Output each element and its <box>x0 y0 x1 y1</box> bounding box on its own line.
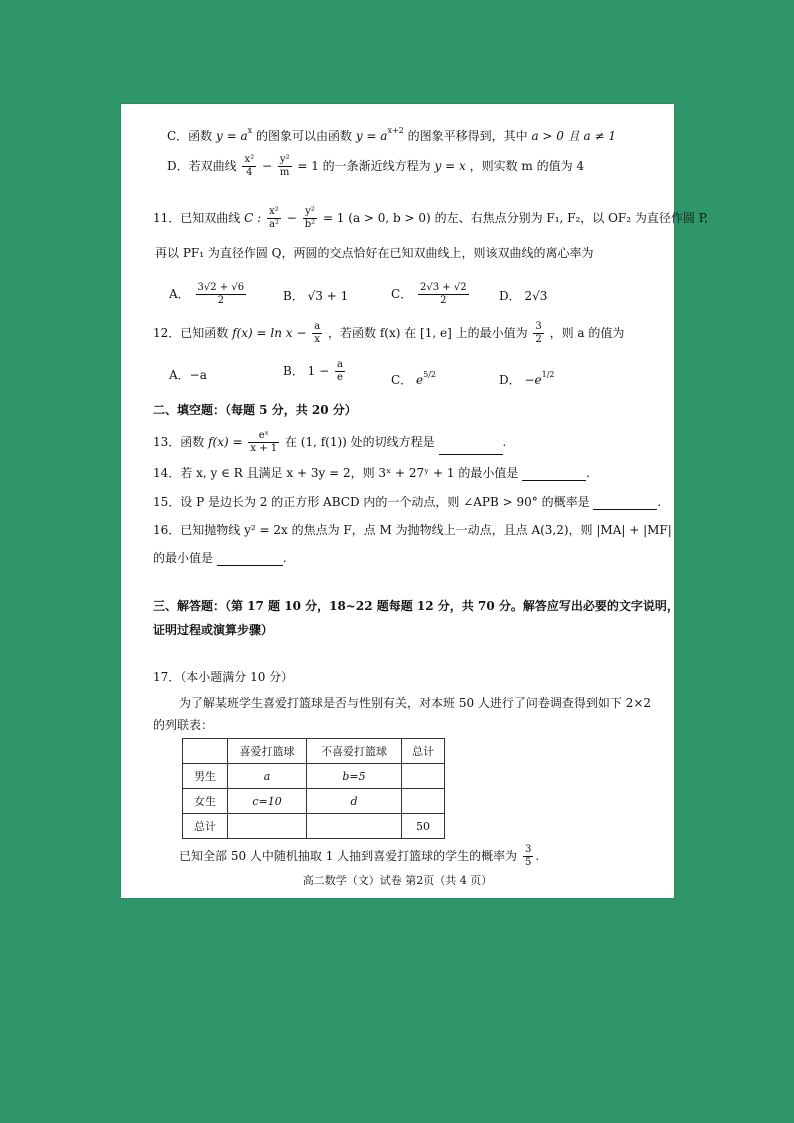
denominator: 4 <box>246 167 253 178</box>
q12-fraction1 <box>312 321 322 346</box>
minus-sign: − <box>261 159 272 173</box>
q12-c-exponent: 5/2 <box>423 370 436 379</box>
q12-d-base: −e <box>524 373 542 387</box>
q11-c-fraction <box>418 282 469 307</box>
q11-line1 <box>153 206 708 231</box>
q10-c-formula1: y = a <box>216 129 248 143</box>
table-cell: d <box>307 789 402 814</box>
q10-c-exp1: x <box>247 126 253 135</box>
denominator: 2 <box>535 334 542 345</box>
numerator: a <box>337 359 343 370</box>
q17-paragraph-1: 为了解某班学生喜爱打篮球是否与性别有关，对本班 50 人进行了问卷调查得到如下 2×2 <box>179 696 652 710</box>
contingency-table <box>182 738 445 839</box>
q12-text: ，若函数 f(x) 在 [1, e] 上的最小值为 <box>328 326 528 340</box>
table-cell: c=10 <box>228 789 307 814</box>
option-label: C． <box>391 373 413 387</box>
q13-text: 在 (1, f(1)) 处的切线方程是 <box>284 435 435 449</box>
numerator: x² <box>267 206 281 219</box>
q13 <box>153 430 506 455</box>
q12-b-prefix: 1 − <box>307 364 330 378</box>
q11-option-b <box>283 288 348 304</box>
q12-line1 <box>153 321 624 346</box>
table-header-cell: 喜爱打篮球 <box>228 739 307 764</box>
q10-d-mid: 的一条渐近线方程为 <box>322 159 431 173</box>
denominator: x <box>314 334 321 345</box>
q12-function: f(x) = ln x − <box>232 326 307 340</box>
numerator: x² <box>244 154 255 165</box>
option-label: D． <box>499 373 521 387</box>
numerator: 3 <box>535 321 542 332</box>
q11-prefix: 11．已知双曲线 <box>153 211 241 225</box>
table-header-row <box>183 739 445 764</box>
numerator: 3√2 + √6 <box>197 282 245 293</box>
exam-page <box>121 104 709 898</box>
table-row <box>183 764 445 789</box>
q10-c-exp2: x+2 <box>387 126 404 135</box>
period: . <box>657 495 662 509</box>
q10-d-fraction2 <box>278 154 292 179</box>
minus-sign: − <box>286 211 297 225</box>
q14 <box>153 465 590 481</box>
q12-fraction2 <box>533 321 543 346</box>
option-label: B． <box>283 364 304 378</box>
table-header-cell: 总计 <box>402 739 445 764</box>
q10-d-fraction1 <box>242 154 256 179</box>
table-cell: 50 <box>402 814 445 839</box>
denominator: m <box>279 167 290 178</box>
option-label: C． <box>391 287 413 301</box>
q14-answer-blank[interactable] <box>522 468 586 481</box>
table-cell: a <box>228 764 307 789</box>
option-label: B． <box>283 289 304 303</box>
numerator: eˣ <box>248 430 279 443</box>
denominator: e <box>337 372 343 383</box>
numerator: y² <box>303 206 317 219</box>
section2-heading: 二、填空题：（每题 5 分，共 20 分） <box>153 403 357 417</box>
q16-text-2: 的最小值是 <box>153 551 214 565</box>
table-cell <box>307 814 402 839</box>
q10-c-formula2: y = a <box>355 129 388 143</box>
option-label: D． <box>499 289 521 303</box>
q12-option-c <box>391 367 436 388</box>
q16-line1 <box>153 522 672 538</box>
denominator: 2 <box>217 295 224 306</box>
q15-text: 15．设 P 是边长为 2 的正方形 ABCD 内的一个动点，则 ∠APB > 90° 的概率是 <box>153 495 590 509</box>
q12-text-end: ，则 a 的值为 <box>549 326 625 340</box>
denominator: 2 <box>440 295 447 306</box>
q16-answer-blank[interactable] <box>217 553 283 566</box>
section3-heading-line2: 证明过程或演算步骤） <box>153 623 274 637</box>
q17-title: 17．（本小题满分 10 分） <box>153 670 294 684</box>
q15 <box>153 494 661 510</box>
q11-a-fraction <box>196 282 247 307</box>
period: . <box>586 466 590 480</box>
numerator: 2√3 + √2 <box>420 282 467 293</box>
table-cell <box>402 764 445 789</box>
table-cell: 男生 <box>183 764 228 789</box>
equals-one: = 1 <box>297 159 319 173</box>
q10-c-mid: 的图象可以由函数 <box>255 129 352 143</box>
option-label: A． <box>169 287 190 301</box>
table-cell <box>402 789 445 814</box>
denominator: 5 <box>525 857 532 868</box>
q10-d-prefix: D．若双曲线 <box>167 159 237 173</box>
section3-heading-line1: 三、解答题：（第 17 题 10 分，18~22 题每题 12 分，共 70 分。解答应写出必要的文字说明， <box>153 599 679 613</box>
table-header-cell: 不喜爱打篮球 <box>307 739 402 764</box>
table-header-cell <box>183 739 228 764</box>
q13-prefix: 13．函数 <box>153 435 205 449</box>
q11-fraction2 <box>303 206 317 231</box>
q10-d-tail: ，则实数 m 的值为 4 <box>469 159 585 173</box>
q10-c-tail: 的图象平移得到，其中 <box>407 129 528 143</box>
numerator: 3 <box>525 844 532 855</box>
q16-line2 <box>153 550 287 566</box>
period: . <box>535 849 540 863</box>
table-cell: 总计 <box>183 814 228 839</box>
q10-c-condition: a > 0 且 a ≠ 1 <box>531 129 617 143</box>
q12-option-a <box>169 367 207 383</box>
table-cell: b=5 <box>307 764 402 789</box>
q13-answer-blank[interactable] <box>439 442 503 455</box>
q11-fraction1 <box>267 206 281 231</box>
q16-text: 16．已知抛物线 y² = 2x 的焦点为 F，点 M 为抛物线上一动点，且点 A(3,2)，则 |MA| + |MF| <box>153 523 672 537</box>
table-cell: 女生 <box>183 789 228 814</box>
q10-c-prefix: C．函数 <box>167 129 213 143</box>
q12-b-fraction <box>335 359 345 384</box>
table-row <box>183 789 445 814</box>
numerator: y² <box>279 154 290 165</box>
q12-a-value: A．−a <box>169 368 207 382</box>
q11-d-value: 2√3 <box>524 289 548 303</box>
q11-curve-name: C : <box>244 211 262 225</box>
denominator: x + 1 <box>250 443 278 454</box>
q10-option-d <box>167 154 584 179</box>
denominator: a² <box>268 219 279 230</box>
q13-fraction <box>248 430 279 455</box>
table-row <box>183 814 445 839</box>
numerator: a <box>314 321 321 332</box>
q11-text-2: 再以 PF₁ 为直径作圆 Q，两圆的交点恰好在已知双曲线上，则该双曲线的离心率为 <box>155 246 594 260</box>
q10-d-asymptote: y = x <box>434 159 466 173</box>
q11-option-a <box>169 282 248 307</box>
period: . <box>282 551 287 565</box>
q15-answer-blank[interactable] <box>593 497 657 510</box>
q17-probability-sentence <box>179 844 539 869</box>
q12-prefix: 12．已知函数 <box>153 326 229 340</box>
period: . <box>502 435 507 449</box>
q17-fraction <box>523 844 533 869</box>
q11-line2 <box>155 245 594 261</box>
q11-option-c <box>391 282 471 307</box>
q12-option-d <box>499 367 554 388</box>
q12-c-base: e <box>416 373 424 387</box>
q11-option-d <box>499 288 547 304</box>
q11-b-value: √3 + 1 <box>307 289 349 303</box>
q14-text: 14．若 x, y ∈ R 且满足 x + 3y = 2，则 3ˣ + 27ʸ + 1 的最小值是 <box>153 466 519 480</box>
page-footer: 高二数学（文）试卷 第2页（共 4 页） <box>302 874 493 887</box>
q12-option-b <box>283 359 347 384</box>
q12-d-exponent: 1/2 <box>541 370 555 379</box>
q11-text: 的左、右焦点分别为 F₁, F₂，以 OF₂ 为直径作圆 P, <box>434 211 709 225</box>
table-cell <box>228 814 307 839</box>
q13-function: f(x) = <box>208 435 243 449</box>
q17-paragraph-2: 的列联表： <box>153 718 214 732</box>
q10-option-c <box>167 123 616 144</box>
q11-condition: = 1 (a > 0, b > 0) <box>322 211 431 225</box>
denominator: b² <box>304 219 316 230</box>
q17-sentence-text: 已知全部 50 人中随机抽取 1 人抽到喜爱打篮球的学生的概率为 <box>179 849 518 863</box>
